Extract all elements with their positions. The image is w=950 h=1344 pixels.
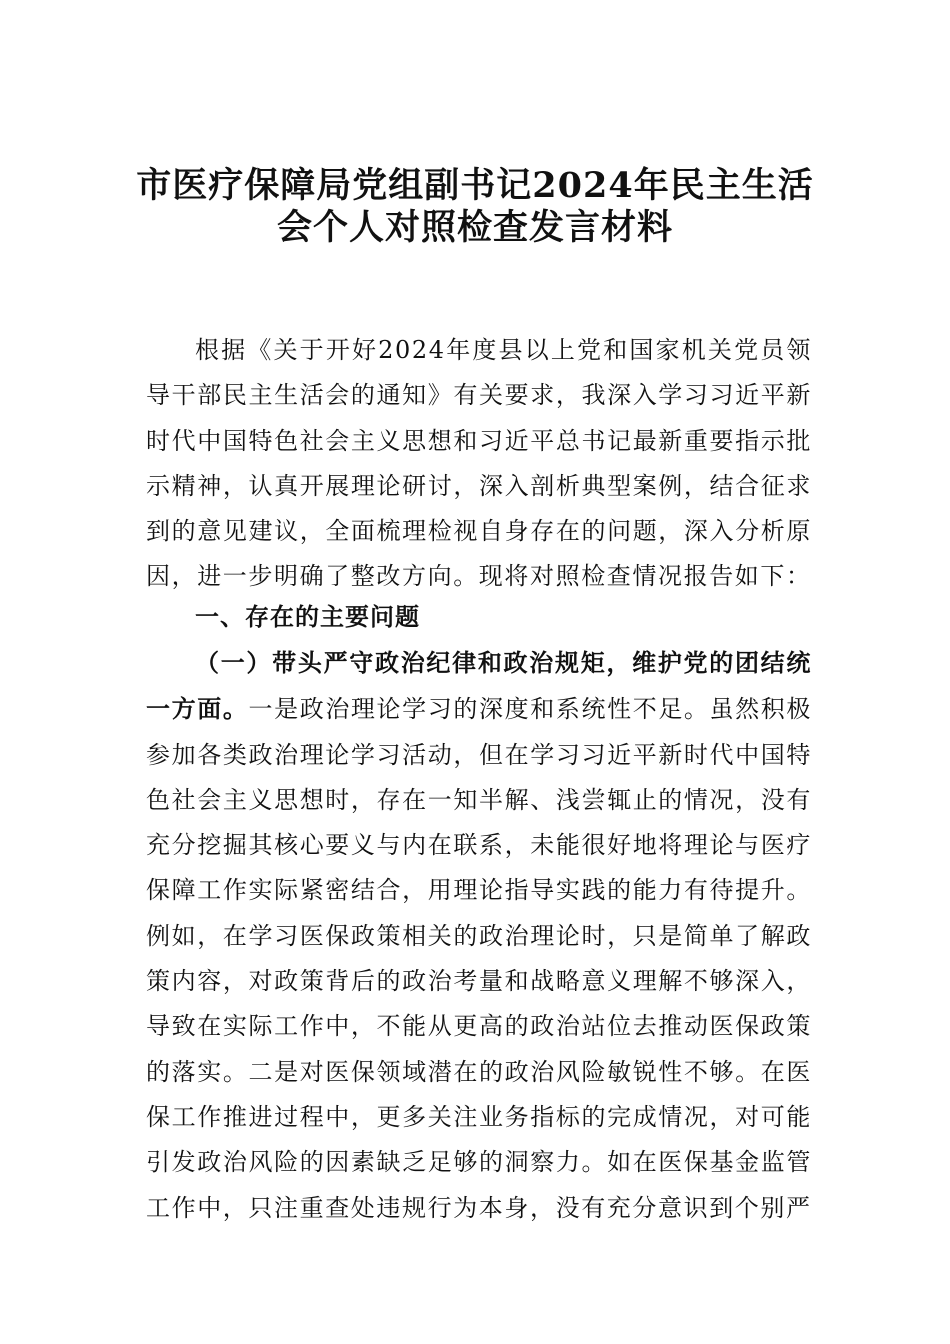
intro-paragraph: 根据《关于开好2024年度县以上党和国家机关党员领导干部民主生活会的通知》有关要求，我深入学习习近平新时代中国特色社会主义思想和习近平总书记最新重要指示批示精神，认真开展理论研讨，深入剖析典型案例，结合征求到的意见建议，全面梳理检视自身存在的问题，深入分析原因，进一步明确了整改方向。现将对照检查情况报告如下：	[146, 336, 812, 591]
document-title-line-2: 会个人对照检查发言材料	[276, 207, 673, 248]
section-heading-main-problems: 一、存在的主要问题	[195, 603, 420, 631]
document-title-line-1: 市医疗保障局党组副书记2024年民主生活	[136, 165, 814, 206]
subsection-body-1: 一是政治理论学习的深度和系统性不足。虽然积极参加各类政治理论学习活动，但在学习习近平新时代中国特色社会主义思想时，存在一知半解、浅尝辄止的情况，没有充分挖掘其核心要义与内在联系，未能很好地将理论与医疗保障工作实际紧密结合，用理论指导实践的能力有待提升。例如，在学习医保政策相关的政治理论时，只是简单了解政策内容，对政策背后的政治考量和战略意义理解不够深入，导致在实际工作中，不能从更高的政治站位去推动医保政策的落实。二是对医保领域潜在的政治风险敏锐性不够。在医保工作推进过程中，更多关注业务指标的完成情况，对可能引发政治风险的因素缺乏足够的洞察力。如在医保基金监管工作中，只注重查处违规行为本身，没有充分意识到个别严	[146, 695, 812, 1222]
subsection-paragraph-1	[146, 640, 812, 1231]
subsection-heading-1: （一）带头严守政治纪律和政治规矩，维护党的团结统一方面。	[146, 648, 812, 724]
